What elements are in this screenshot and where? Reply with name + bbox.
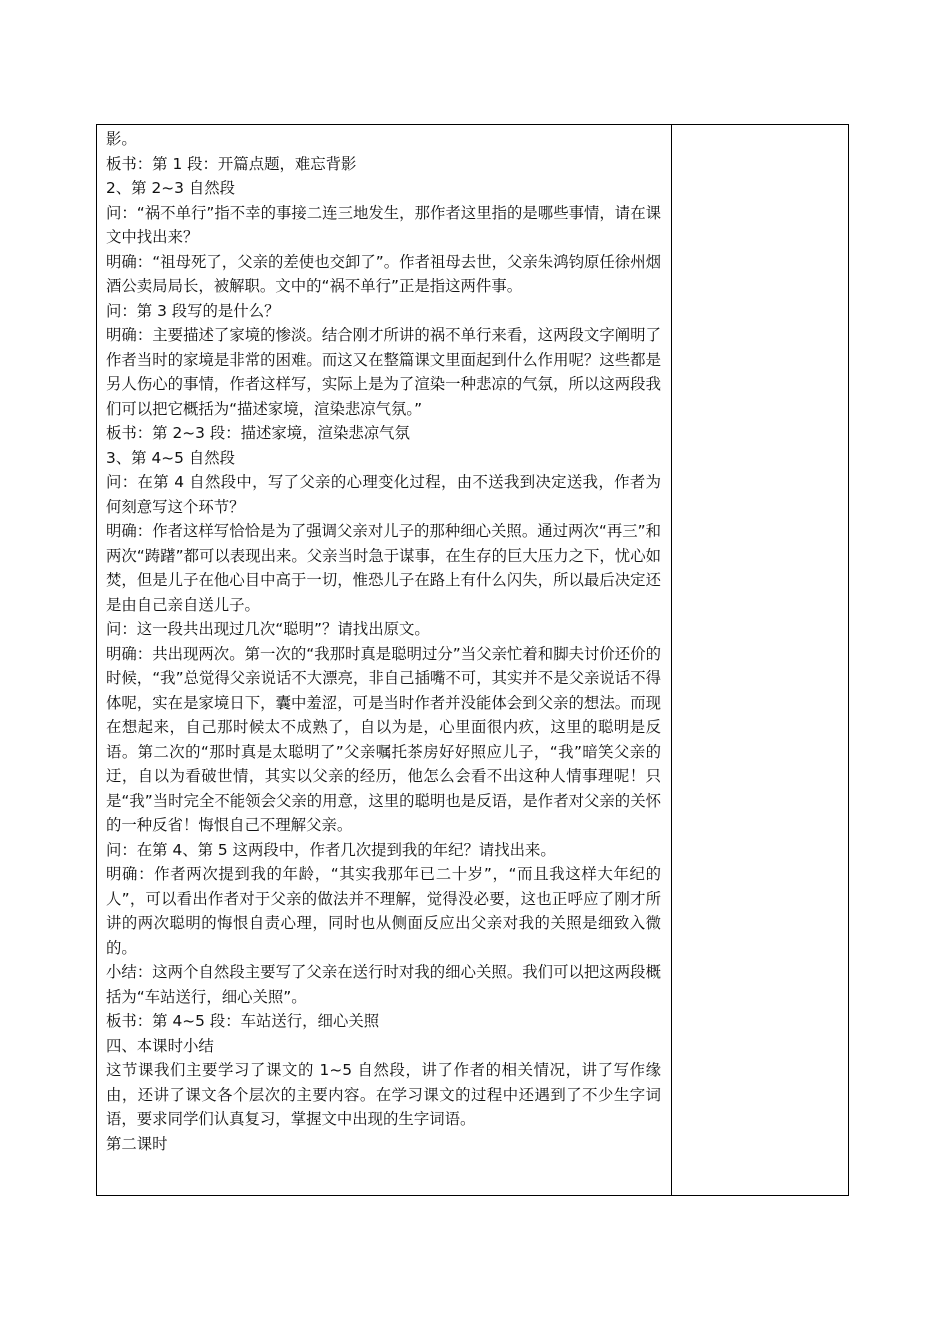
question: 问：在第 4、第 5 这两段中，作者几次提到我的年纪？请找出来。 [106, 840, 556, 859]
section-heading: 第二课时 [106, 1134, 168, 1153]
question: 问：“祸不单行”指不幸的事接二连三地发生，那作者这里指的是哪些事情，请在课文中找出来？ [106, 203, 661, 246]
text-line: 影。 [106, 130, 137, 148]
board-note: 板书：第 1 段：开篇点题，难忘背影 [106, 154, 357, 173]
section-heading: 四、本课时小结 [106, 1036, 214, 1055]
answer: 明确：主要描述了家境的惨淡。结合刚才所讲的祸不单行来看，这两段文字阐明了作者当时的家境是非常的困难。而这又在整篇课文里面起到什么作用呢？这些都是另人伤心的事情，作者这样写，实际上是为了渲染一种悲凉的气氛，所以这两段我们可以把它概括为“描述家境，渲染悲凉气氛。” [106, 326, 661, 418]
board-note: 板书：第 2~3 段：描述家境，渲染悲凉气氛 [106, 424, 410, 442]
question: 问：在第 4 自然段中，写了父亲的心理变化过程，由不送我到决定送我，作者为何刻意写这个环节？ [106, 473, 661, 516]
notes-column-cell [672, 125, 849, 1196]
lesson-content-cell [97, 125, 672, 1196]
answer: 明确：作者这样写恰恰是为了强调父亲对儿子的那种细心关照。通过两次“再三”和两次“踌躇”都可以表现出来。父亲当时急于谋事，在生存的巨大压力之下，忧心如焚，但是儿子在他心目中高于一切，惟恐儿子在路上有什么闪失，所以最后决定还是由自己亲自送儿子。 [106, 522, 661, 614]
lesson-content [97, 125, 671, 1156]
lesson-plan-table [96, 124, 849, 1196]
answer: 明确：共出现两次。第一次的“我那时真是聪明过分”当父亲忙着和脚夫讨价还价的时候，“我”总觉得父亲说话不大漂亮，非自己插嘴不可，其实并不是父亲说话不得体呢，实在是家境日下，囊中羞涩，可是当时作者并没能体会到父亲的想法。而现在想起来，自己那时候太不成熟了，自以为是，心里面很内疚，这里的聪明是反语。第二次的“那时真是太聪明了”父亲嘱托茶房好好照应儿子，“我”暗笑父亲的迂，自以为看破世情，其实以父亲的经历，他怎么会看不出这种人情事理呢！只是“我”当时完全不能领会父亲的用意，这里的聪明也是反语，是作者对父亲的关怀的一种反省！悔恨自己不理解父亲。 [106, 644, 661, 834]
board-note: 板书：第 4~5 段：车站送行，细心关照 [106, 1012, 380, 1030]
answer: 明确：“祖母死了，父亲的差使也交卸了”。作者祖母去世，父亲朱鸿钧原任徐州烟酒公卖局局长，被解职。文中的“祸不单行”正是指这两件事。 [106, 252, 661, 295]
summary: 小结：这两个自然段主要写了父亲在送行时对我的细心关照。我们可以把这两段概括为“车站送行，细心关照”。 [106, 963, 661, 1006]
section-heading: 3、第 4~5 自然段 [106, 448, 236, 467]
summary-paragraph: 这节课我们主要学习了课文的 1~5 自然段，讲了作者的相关情况，讲了写作缘由，还讲了课文各个层次的主要内容。在学习课文的过程中还遇到了不少生字词语，要求同学们认真复习，掌握文中出现的生字词语。 [106, 1061, 661, 1128]
answer: 明确：作者两次提到我的年龄，“其实我那年已二十岁”，“而且我这样大年纪的人”，可以看出作者对于父亲的做法并不理解，觉得没必要，这也正呼应了刚才所讲的两次聪明的悔恨自责心理，同时也从侧面反应出父亲对我的关照是细致入微的。 [106, 865, 661, 957]
question: 问：这一段共出现过几次“聪明”？请找出原文。 [106, 620, 430, 638]
section-heading: 2、第 2~3 自然段 [106, 179, 236, 197]
question: 问：第 3 段写的是什么？ [106, 301, 280, 320]
table-row [97, 125, 849, 1196]
